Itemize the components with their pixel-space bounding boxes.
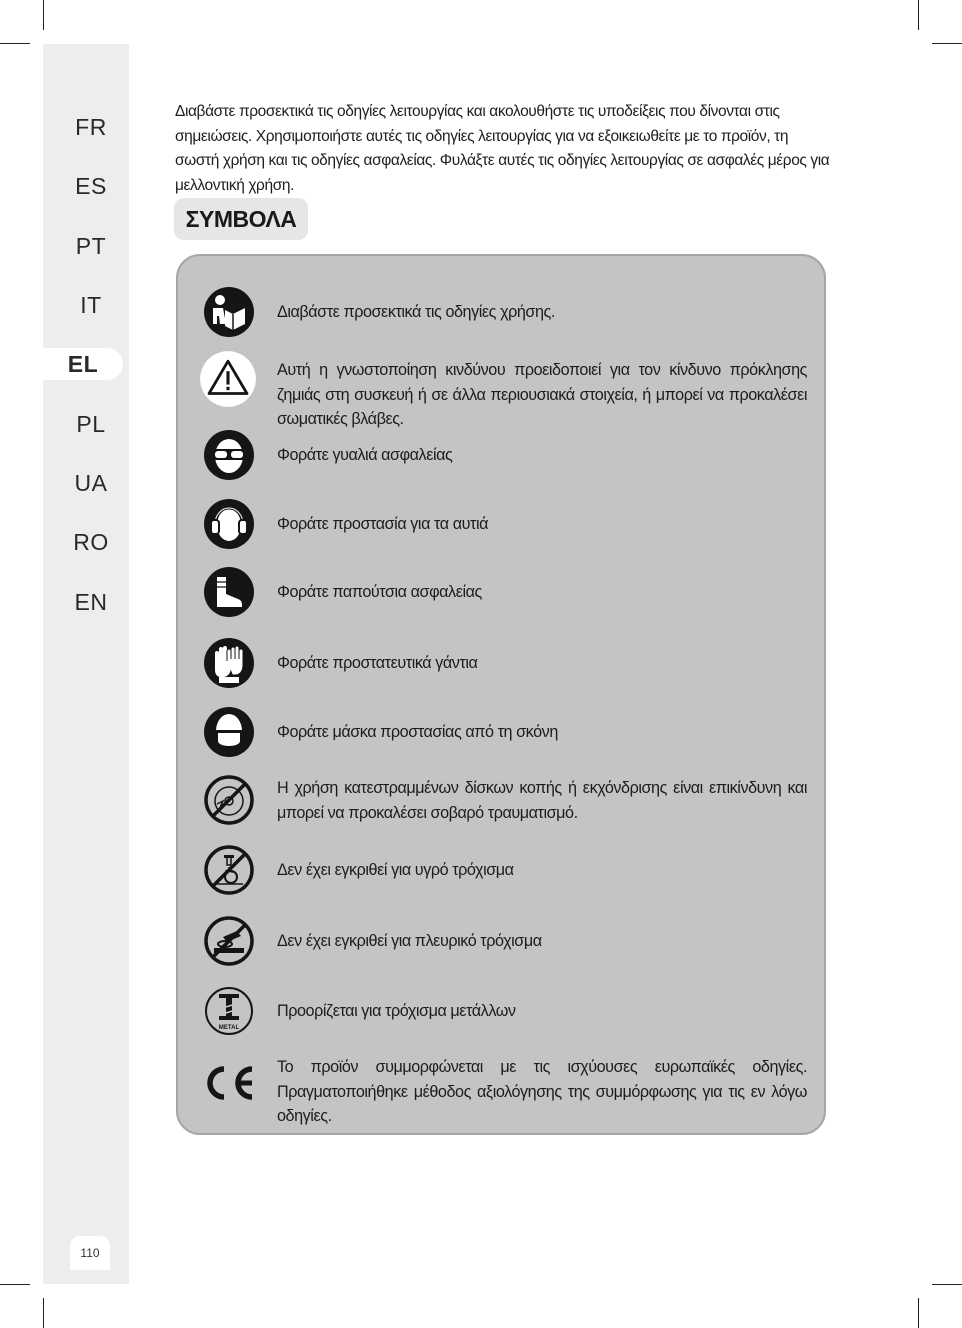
crop-mark bbox=[43, 0, 44, 30]
lang-tab-it[interactable]: IT bbox=[80, 292, 102, 318]
intro-paragraph: Διαβάστε προσεκτικά τις οδηγίες λειτουργίας και ακολουθήστε τις υποδείξεις που δίνονται στις σημειώσεις. Χρησιμοποιήστε αυτές τις οδηγίες λειτουργίας για να εξοικειωθείτε με το προϊόν, τη σωστή χρήση και τις οδηγίες ασφαλείας. Φυλάξτε αυτές τις οδηγίες λειτουργίας σε ασφαλές μέρος για μελλοντική χρήση. bbox=[175, 103, 830, 194]
damaged-disc-prohibited-icon bbox=[203, 774, 255, 826]
no-wet-grinding-icon bbox=[203, 844, 255, 896]
symbol-text: Δεν έχει εγκριθεί για πλευρικό τρόχισμα bbox=[277, 932, 542, 950]
page-number: 110 bbox=[70, 1236, 110, 1270]
language-sidebar bbox=[43, 44, 129, 1284]
dust-mask-icon bbox=[203, 706, 255, 758]
symbol-text: Φοράτε προστασία για τα αυτιά bbox=[277, 515, 489, 533]
section-heading: ΣΥΜΒΟΛΑ bbox=[174, 198, 308, 240]
symbol-text: Φοράτε προστατευτικά γάντια bbox=[277, 654, 478, 672]
protective-gloves-icon bbox=[203, 637, 255, 689]
crop-mark bbox=[918, 0, 919, 30]
symbol-row bbox=[178, 844, 824, 896]
crop-mark bbox=[918, 1298, 919, 1328]
metal-grinding-icon bbox=[203, 985, 255, 1037]
symbol-row bbox=[178, 985, 824, 1037]
symbol-text: Φοράτε γυαλιά ασφαλείας bbox=[277, 446, 453, 464]
svg-text:METAL: METAL bbox=[218, 1025, 240, 1031]
symbol-text: Η χρήση κατεστραμμένων δίσκων κοπής ή εκχόνδρισης είναι επικίνδυνη και μπορεί να προκαλέσει σοβαρό τραυματισμό. bbox=[277, 779, 807, 822]
symbol-row bbox=[178, 774, 824, 826]
crop-mark bbox=[43, 1298, 44, 1328]
safety-boots-icon bbox=[203, 566, 255, 618]
symbol-text: Διαβάστε προσεκτικά τις οδηγίες χρήσης. bbox=[277, 303, 555, 321]
lang-tab-pt[interactable]: PT bbox=[75, 233, 107, 259]
symbol-text: Προορίζεται για τρόχισμα μετάλλων bbox=[277, 1002, 516, 1020]
crop-mark bbox=[932, 1284, 962, 1285]
crop-mark bbox=[932, 43, 962, 44]
lang-tab-en[interactable]: EN bbox=[74, 589, 108, 615]
symbol-row bbox=[178, 706, 824, 758]
symbol-row bbox=[178, 350, 824, 428]
lang-tab-es[interactable]: ES bbox=[75, 173, 107, 199]
lang-tab-el-active[interactable]: EL bbox=[43, 348, 123, 380]
symbol-text: Αυτή η γνωστοποίηση κινδύνου προειδοποιεί για τον κίνδυνο πρόκλησης ζημιάς στη συσκευή ή σε άλλα περιουσιακά στοιχεία, ή μπορεί να προκαλέσει σωματικές βλάβες. bbox=[277, 361, 807, 428]
read-manual-icon bbox=[203, 286, 255, 338]
symbol-row bbox=[178, 915, 824, 967]
symbol-row bbox=[178, 566, 824, 618]
ce-mark-icon bbox=[198, 1063, 258, 1103]
lang-tab-pl[interactable]: PL bbox=[76, 411, 106, 437]
ear-protection-icon bbox=[203, 498, 255, 550]
safety-goggles-icon bbox=[203, 429, 255, 481]
warning-triangle-icon bbox=[199, 350, 257, 408]
lang-tab-fr[interactable]: FR bbox=[75, 114, 107, 140]
no-side-grinding-icon bbox=[203, 915, 255, 967]
symbol-row bbox=[178, 286, 824, 338]
lang-tab-ro[interactable]: RO bbox=[73, 529, 109, 555]
symbols-panel bbox=[176, 254, 826, 1135]
symbol-row bbox=[178, 1053, 824, 1125]
symbol-text: Φοράτε μάσκα προστασίας από τη σκόνη bbox=[277, 723, 558, 741]
lang-tab-ua[interactable]: UA bbox=[74, 470, 108, 496]
crop-mark bbox=[0, 1284, 30, 1285]
symbol-text: Το προϊόν συμμορφώνεται με τις ισχύουσες ευρωπαϊκές οδηγίες. Πραγματοποιήθηκε μέθοδος αξιολόγησης της συμμόρφωσης για τις εν λόγω οδηγίες. bbox=[277, 1058, 807, 1125]
symbol-row bbox=[178, 637, 824, 689]
crop-mark bbox=[0, 43, 30, 44]
symbol-text: Φοράτε παπούτσια ασφαλείας bbox=[277, 583, 482, 601]
symbol-row bbox=[178, 429, 824, 481]
symbol-row bbox=[178, 498, 824, 550]
symbol-text: Δεν έχει εγκριθεί για υγρό τρόχισμα bbox=[277, 861, 514, 879]
